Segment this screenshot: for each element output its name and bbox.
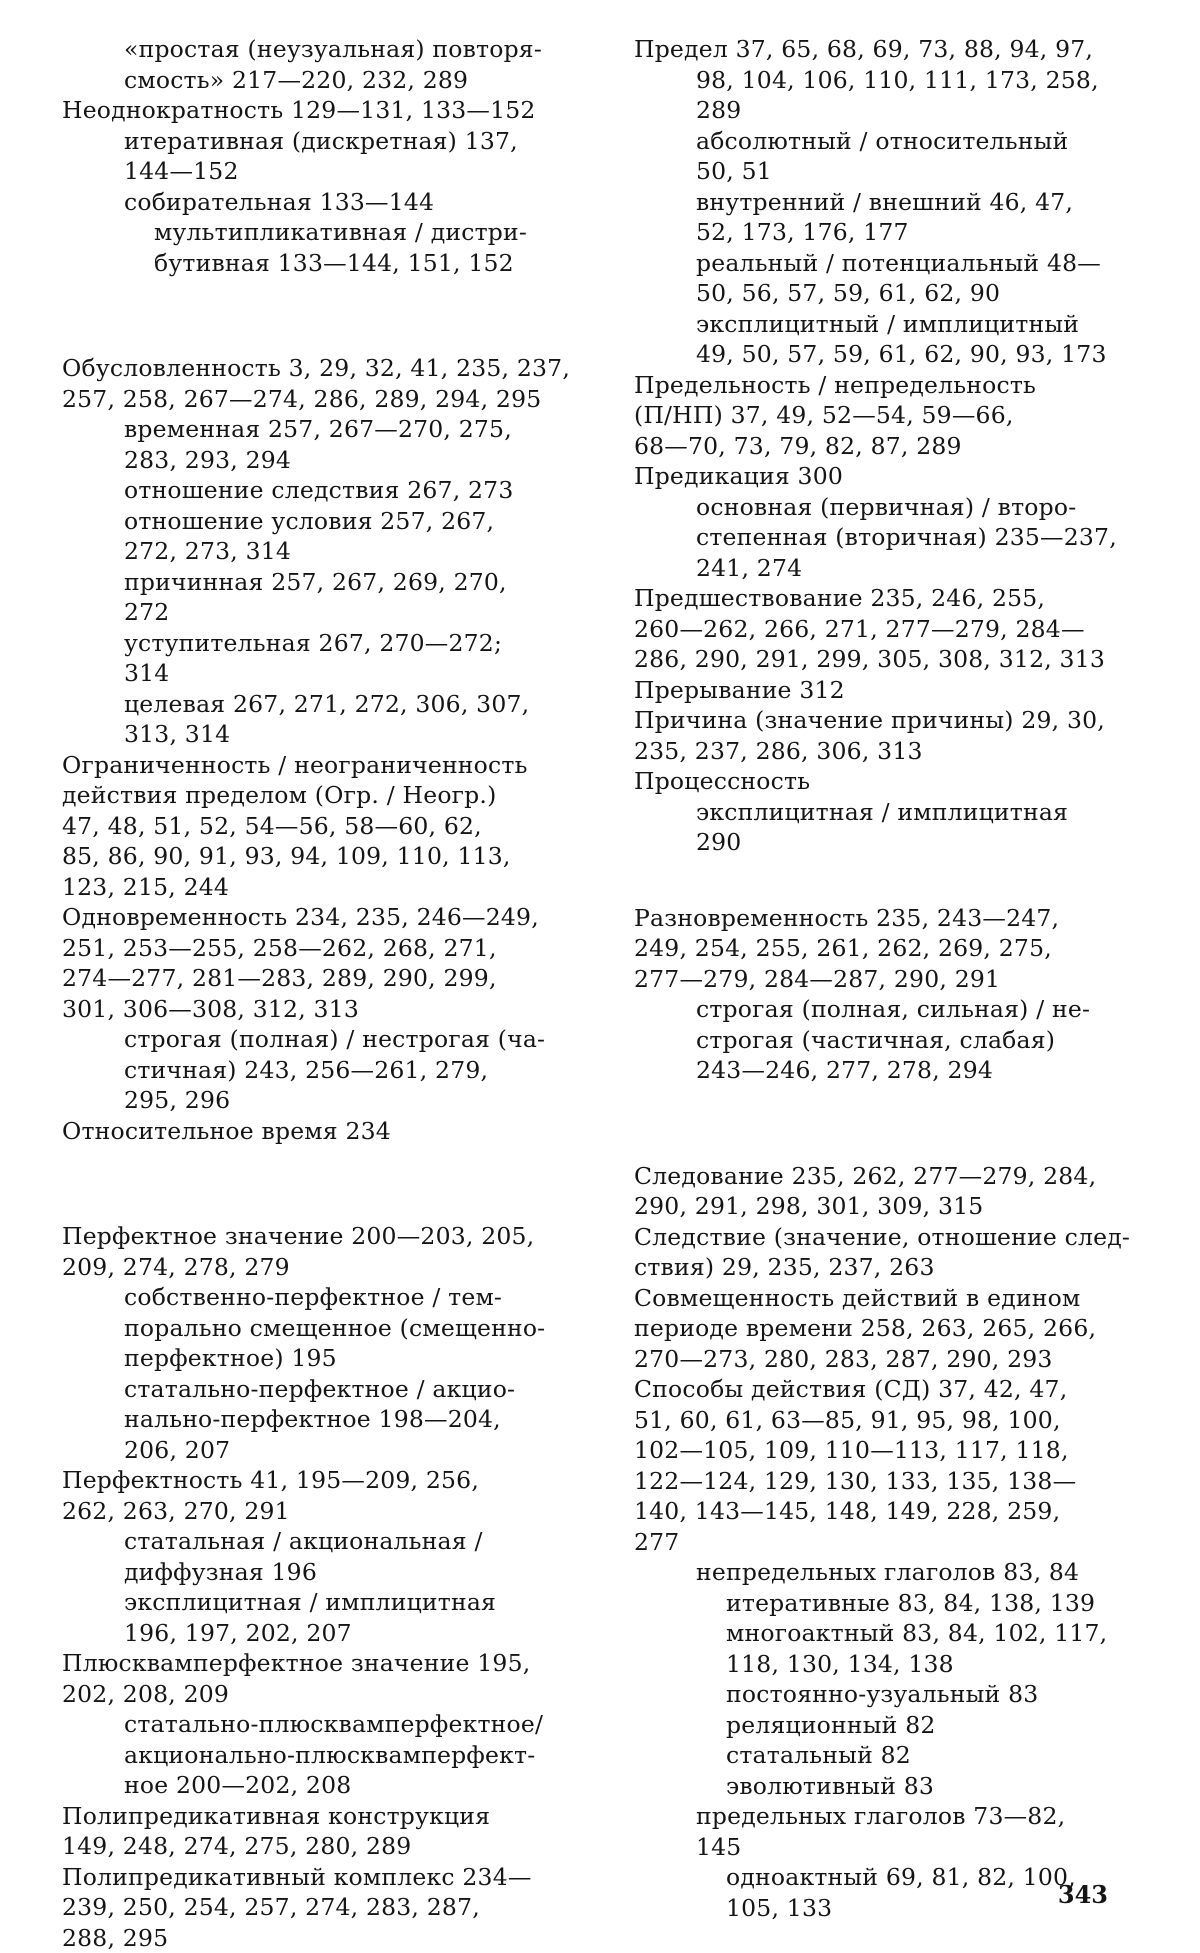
index-entry-line: 85, 86, 90, 91, 93, 94, 109, 110, 113, bbox=[62, 841, 610, 872]
index-subentry-line: статально-перфектное / акцио- bbox=[62, 1374, 610, 1405]
index-entry-line: Прерывание 312 bbox=[634, 675, 1182, 706]
index-entry-line: 47, 48, 51, 52, 54—56, 58—60, 62, bbox=[62, 811, 610, 842]
index-subentry-line: 295, 296 bbox=[62, 1085, 610, 1116]
index-entry-line: Перфектность 41, 195—209, 256, bbox=[62, 1465, 610, 1496]
index-column-left bbox=[62, 34, 610, 1953]
index-subentry-line: эволютивный 83 bbox=[634, 1771, 1182, 1802]
index-subentry-line: причинная 257, 267, 269, 270, bbox=[62, 567, 610, 598]
index-subentry-line: строгая (полная, сильная) / не- bbox=[634, 994, 1182, 1025]
index-subentry-line: абсолютный / относительный bbox=[634, 126, 1182, 157]
index-entry-line: Предельность / непредельность bbox=[634, 370, 1182, 401]
index-subentry-line: 145 bbox=[634, 1832, 1182, 1863]
index-subentry-line: 50, 56, 57, 59, 61, 62, 90 bbox=[634, 278, 1182, 309]
index-entry-line: 239, 250, 254, 257, 274, 283, 287, bbox=[62, 1892, 610, 1923]
index-entry-line: 290, 291, 298, 301, 309, 315 bbox=[634, 1191, 1182, 1222]
index-entry-line: Одновременность 234, 235, 246—249, bbox=[62, 902, 610, 933]
index-entry-line: Перфектное значение 200—203, 205, bbox=[62, 1221, 610, 1252]
index-subentry-line: собирательная 133—144 bbox=[62, 187, 610, 218]
index-subentry-line: отношение следствия 267, 273 bbox=[62, 475, 610, 506]
index-subentry-line: реляционный 82 bbox=[634, 1710, 1182, 1741]
index-subentry-line: диффузная 196 bbox=[62, 1557, 610, 1588]
index-entry-line: Предикация 300 bbox=[634, 461, 1182, 492]
index-subentry-line: целевая 267, 271, 272, 306, 307, bbox=[62, 689, 610, 720]
index-entry-line: Предел 37, 65, 68, 69, 73, 88, 94, 97, bbox=[634, 34, 1182, 65]
index-subentry-line: эксплицитный / имплицитный bbox=[634, 309, 1182, 340]
index-entry-line: 277—279, 284—287, 290, 291 bbox=[634, 964, 1182, 995]
index-subentry-line: 272, 273, 314 bbox=[62, 536, 610, 567]
index-subentry-line: временная 257, 267—270, 275, bbox=[62, 414, 610, 445]
section-gap bbox=[62, 1146, 610, 1221]
index-subentry-line: 290 bbox=[634, 827, 1182, 858]
index-entry-line: Процессность bbox=[634, 766, 1182, 797]
index-entry-line: 277 bbox=[634, 1527, 1182, 1558]
section-gap bbox=[634, 1086, 1182, 1161]
index-entry-line: 288, 295 bbox=[62, 1923, 610, 1953]
index-entry-line: Способы действия (СД) 37, 42, 47, bbox=[634, 1374, 1182, 1405]
index-subentry-line: внутренний / внешний 46, 47, bbox=[634, 187, 1182, 218]
index-subentry-line: нально-перфектное 198—204, bbox=[62, 1404, 610, 1435]
index-entry-line: Полипредикативная конструкция bbox=[62, 1801, 610, 1832]
index-entry-line: Предшествование 235, 246, 255, bbox=[634, 583, 1182, 614]
index-subentry-line: одноактный 69, 81, 82, 100, bbox=[634, 1862, 1182, 1893]
index-subentry-line: 144—152 bbox=[62, 156, 610, 187]
index-entry-line: 301, 306—308, 312, 313 bbox=[62, 994, 610, 1025]
index-entry-line: Относительное время 234 bbox=[62, 1116, 610, 1147]
index-entry-line: периоде времени 258, 263, 265, 266, bbox=[634, 1313, 1182, 1344]
index-entry-line: (П/НП) 37, 49, 52—54, 59—66, bbox=[634, 400, 1182, 431]
index-subentry-line: статальный 82 bbox=[634, 1740, 1182, 1771]
index-subentry-line: 206, 207 bbox=[62, 1435, 610, 1466]
index-entry-line: 202, 208, 209 bbox=[62, 1679, 610, 1710]
index-subentry-line: реальный / потенциальный 48— bbox=[634, 248, 1182, 279]
index-subentry-line: многоактный 83, 84, 102, 117, bbox=[634, 1618, 1182, 1649]
index-subentry-line: порально смещенное (смещенно- bbox=[62, 1313, 610, 1344]
index-subentry-line: степенная (вторичная) 235—237, bbox=[634, 522, 1182, 553]
index-subentry-line: стичная) 243, 256—261, 279, bbox=[62, 1055, 610, 1086]
index-entry-line: 68—70, 73, 79, 82, 87, 289 bbox=[634, 431, 1182, 462]
index-subentry-line: предельных глаголов 73—82, bbox=[634, 1801, 1182, 1832]
index-subentry-line: статально-плюсквамперфектное/ bbox=[62, 1709, 610, 1740]
index-subentry-line: смость» 217—220, 232, 289 bbox=[62, 65, 610, 96]
index-entry-line: 270—273, 280, 283, 287, 290, 293 bbox=[634, 1344, 1182, 1375]
index-subentry-line: 289 bbox=[634, 95, 1182, 126]
index-subentry-line: собственно-перфектное / тем- bbox=[62, 1282, 610, 1313]
index-subentry-line: бутивная 133—144, 151, 152 bbox=[62, 248, 610, 279]
index-subentry-line: непредельных глаголов 83, 84 bbox=[634, 1557, 1182, 1588]
index-entry-line: 262, 263, 270, 291 bbox=[62, 1496, 610, 1527]
index-entry-line: 260—262, 266, 271, 277—279, 284— bbox=[634, 614, 1182, 645]
index-entry-line: 123, 215, 244 bbox=[62, 872, 610, 903]
index-subentry-line: отношение условия 257, 267, bbox=[62, 506, 610, 537]
page-number: 343 bbox=[1058, 1880, 1108, 1909]
index-column-right bbox=[634, 34, 1182, 1923]
index-entry-line: 274—277, 281—283, 289, 290, 299, bbox=[62, 963, 610, 994]
index-subentry-line: эксплицитная / имплицитная bbox=[62, 1587, 610, 1618]
index-subentry-line: 118, 130, 134, 138 bbox=[634, 1649, 1182, 1680]
index-subentry-line: эксплицитная / имплицитная bbox=[634, 797, 1182, 828]
section-gap bbox=[62, 278, 610, 353]
index-entry-line: Разновременность 235, 243—247, bbox=[634, 903, 1182, 934]
index-subentry-line: 243—246, 277, 278, 294 bbox=[634, 1055, 1182, 1086]
index-subentry-line: статальная / акциональная / bbox=[62, 1526, 610, 1557]
index-entry-line: Обусловленность 3, 29, 32, 41, 235, 237, bbox=[62, 353, 610, 384]
index-entry-line: 102—105, 109, 110—113, 117, 118, bbox=[634, 1435, 1182, 1466]
index-subentry-line: итеративная (дискретная) 137, bbox=[62, 126, 610, 157]
index-entry-line: 122—124, 129, 130, 133, 135, 138— bbox=[634, 1466, 1182, 1497]
index-entry-line: Причина (значение причины) 29, 30, bbox=[634, 705, 1182, 736]
index-subentry-line: 241, 274 bbox=[634, 553, 1182, 584]
index-entry-line: 149, 248, 274, 275, 280, 289 bbox=[62, 1831, 610, 1862]
index-subentry-line: 314 bbox=[62, 658, 610, 689]
index-subentry-line: акционально-плюсквамперфект- bbox=[62, 1740, 610, 1771]
index-entry-line: Совмещенность действий в едином bbox=[634, 1283, 1182, 1314]
index-entry-line: 249, 254, 255, 261, 262, 269, 275, bbox=[634, 933, 1182, 964]
section-gap bbox=[634, 858, 1182, 903]
index-entry-line: 235, 237, 286, 306, 313 bbox=[634, 736, 1182, 767]
index-entry-line: 286, 290, 291, 299, 305, 308, 312, 313 bbox=[634, 644, 1182, 675]
index-entry-line: 257, 258, 267—274, 286, 289, 294, 295 bbox=[62, 384, 610, 415]
index-subentry-line: 196, 197, 202, 207 bbox=[62, 1618, 610, 1649]
index-subentry-line: 50, 51 bbox=[634, 156, 1182, 187]
index-entry-line: 51, 60, 61, 63—85, 91, 95, 98, 100, bbox=[634, 1405, 1182, 1436]
index-entry-line: 251, 253—255, 258—262, 268, 271, bbox=[62, 933, 610, 964]
index-subentry-line: строгая (полная) / нестрогая (ча- bbox=[62, 1024, 610, 1055]
index-entry-line: Полипредикативный комплекс 234— bbox=[62, 1862, 610, 1893]
index-entry-line: ствия) 29, 235, 237, 263 bbox=[634, 1252, 1182, 1283]
index-subentry-line: «простая (неузуальная) повторя- bbox=[62, 34, 610, 65]
index-subentry-line: перфектное) 195 bbox=[62, 1343, 610, 1374]
index-subentry-line: уступительная 267, 270—272; bbox=[62, 628, 610, 659]
index-subentry-line: постоянно-узуальный 83 bbox=[634, 1679, 1182, 1710]
index-entry-line: Неоднократность 129—131, 133—152 bbox=[62, 95, 610, 126]
index-subentry-line: 272 bbox=[62, 597, 610, 628]
index-subentry-line: 98, 104, 106, 110, 111, 173, 258, bbox=[634, 65, 1182, 96]
index-subentry-line: мультипликативная / дистри- bbox=[62, 217, 610, 248]
index-entry-line: Следование 235, 262, 277—279, 284, bbox=[634, 1161, 1182, 1192]
index-subentry-line: 105, 133 bbox=[634, 1893, 1182, 1924]
index-entry-line: Ограниченность / неограниченность bbox=[62, 750, 610, 781]
index-subentry-line: итеративные 83, 84, 138, 139 bbox=[634, 1588, 1182, 1619]
index-subentry-line: 49, 50, 57, 59, 61, 62, 90, 93, 173 bbox=[634, 339, 1182, 370]
index-subentry-line: 52, 173, 176, 177 bbox=[634, 217, 1182, 248]
index-entry-line: Плюсквамперфектное значение 195, bbox=[62, 1648, 610, 1679]
index-subentry-line: 283, 293, 294 bbox=[62, 445, 610, 476]
index-subentry-line: 313, 314 bbox=[62, 719, 610, 750]
index-subentry-line: строгая (частичная, слабая) bbox=[634, 1025, 1182, 1056]
index-entry-line: действия пределом (Огр. / Неогр.) bbox=[62, 780, 610, 811]
index-subentry-line: основная (первичная) / второ- bbox=[634, 492, 1182, 523]
index-entry-line: 209, 274, 278, 279 bbox=[62, 1252, 610, 1283]
index-entry-line: Следствие (значение, отношение след- bbox=[634, 1222, 1182, 1253]
index-subentry-line: ное 200—202, 208 bbox=[62, 1770, 610, 1801]
index-entry-line: 140, 143—145, 148, 149, 228, 259, bbox=[634, 1496, 1182, 1527]
